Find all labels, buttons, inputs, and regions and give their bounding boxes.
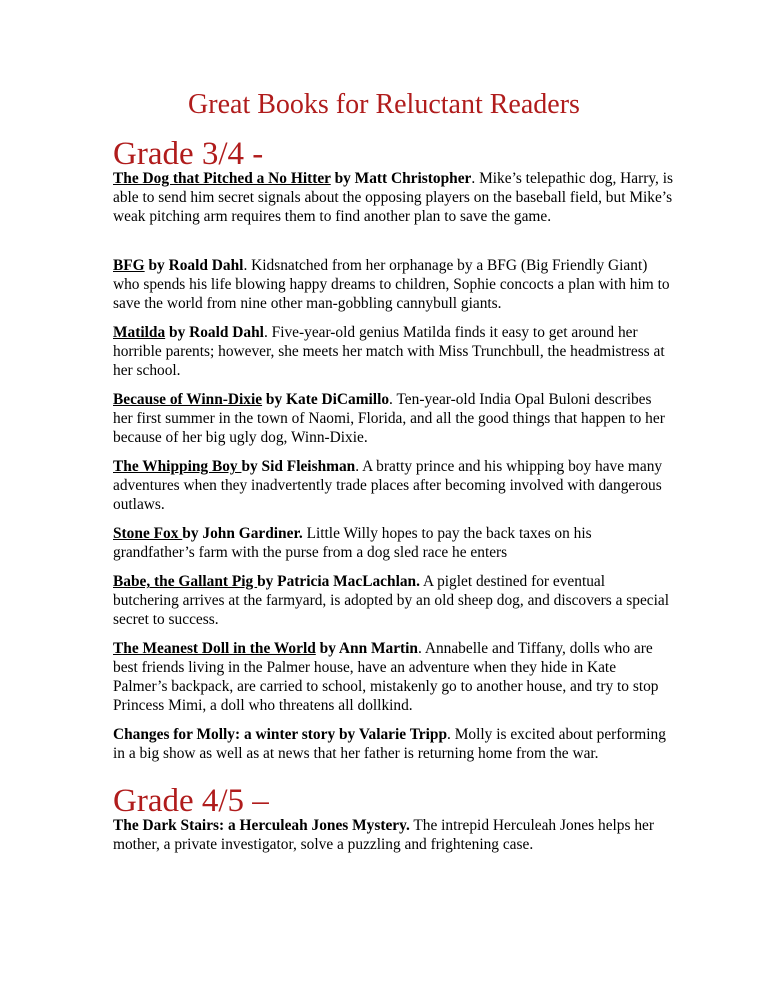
book-title: The Whipping Boy <box>113 458 242 476</box>
book-description: . Molly is excited about performing in a big show as well as at news that her father is returning home from the war. <box>113 726 666 763</box>
book-entry <box>113 257 673 313</box>
book-author: Changes for Molly: a winter story by Valarie Tripp <box>113 726 448 744</box>
book-description: . Five-year-old genius Matilda finds it easy to get around her horrible parents; however, she meets her match with Miss Trunchbull, the headmistress at her school. <box>113 324 665 379</box>
book-entry <box>113 391 673 447</box>
book-author: by Roald Dahl <box>144 257 244 275</box>
book-description: . Ten-year-old India Opal Buloni describes her first summer in the town of Naomi, Florida, and all the good things that happen to her because of her big ugly dog, Winn-Dixie. <box>113 391 665 446</box>
book-entry <box>113 525 673 563</box>
book-entry <box>113 324 673 380</box>
book-title: Matilda <box>113 324 166 342</box>
grade-heading-4-5: Grade 4/5 – <box>113 783 269 819</box>
book-description: The intrepid Herculeah Jones helps her mother, a private investigator, solve a puzzling and frightening case. <box>113 817 654 854</box>
book-title: BFG <box>113 257 145 275</box>
book-description: . Mike’s telepathic dog, Harry, is able to send him secret signals about the opposing players on the baseball field, but Mike’s weak pitching arm requires them to find another plan to save the game. <box>113 170 673 225</box>
book-title: The Dog that Pitched a No Hitter <box>113 170 331 188</box>
book-title: Because of Winn-Dixie <box>113 391 263 409</box>
book-entry <box>113 640 673 715</box>
book-description: . Kidsnatched from her orphanage by a BFG (Big Friendly Giant) who spends his life blowing happy dreams to children, Sophie concocts a plan with him to save the world from nine other man-gobbling cannybull giants. <box>113 257 670 312</box>
book-entry <box>113 170 673 226</box>
book-description: . A bratty prince and his whipping boy have many adventures when they inadvertently trade places after becoming involved with dangerous outlaws. <box>113 458 663 513</box>
book-author: by Roald Dahl <box>165 324 264 342</box>
book-author: by Matt Christopher <box>330 170 472 188</box>
book-title: Stone Fox <box>113 525 183 543</box>
grade-heading-3-4: Grade 3/4 - <box>113 136 264 172</box>
book-title: The Meanest Doll in the World <box>113 640 316 658</box>
book-author: by Patricia MacLachlan. <box>257 573 420 591</box>
book-entry <box>113 458 673 514</box>
book-author: by Kate DiCamillo <box>262 391 390 409</box>
book-description: . Annabelle and Tiffany, dolls who are best friends living in the Palmer house, have an adventure when they hide in Kate Palmer’s backpack, are carried to school, mistakenly go to another house, and try to stop Princess Mimi, a doll who threatens all dollkind. <box>113 640 659 714</box>
book-author: The Dark Stairs: a Herculeah Jones Mystery. <box>113 817 410 835</box>
book-author: by John Gardiner. <box>182 525 303 543</box>
book-description: A piglet destined for eventual butchering arrives at the farmyard, is adopted by an old sheep dog, and discovers a special secret to success. <box>113 573 670 628</box>
book-title: Babe, the Gallant Pig <box>113 573 258 591</box>
page-title: Great Books for Reluctant Readers <box>188 89 580 120</box>
book-entry <box>113 817 673 855</box>
book-author: by Ann Martin <box>315 640 418 658</box>
book-entry <box>113 573 673 629</box>
book-description: Little Willy hopes to pay the back taxes on his grandfather’s farm with the purse from a dog sled race he enters <box>113 525 592 562</box>
book-entry <box>113 726 673 764</box>
book-author: by Sid Fleishman <box>241 458 356 476</box>
